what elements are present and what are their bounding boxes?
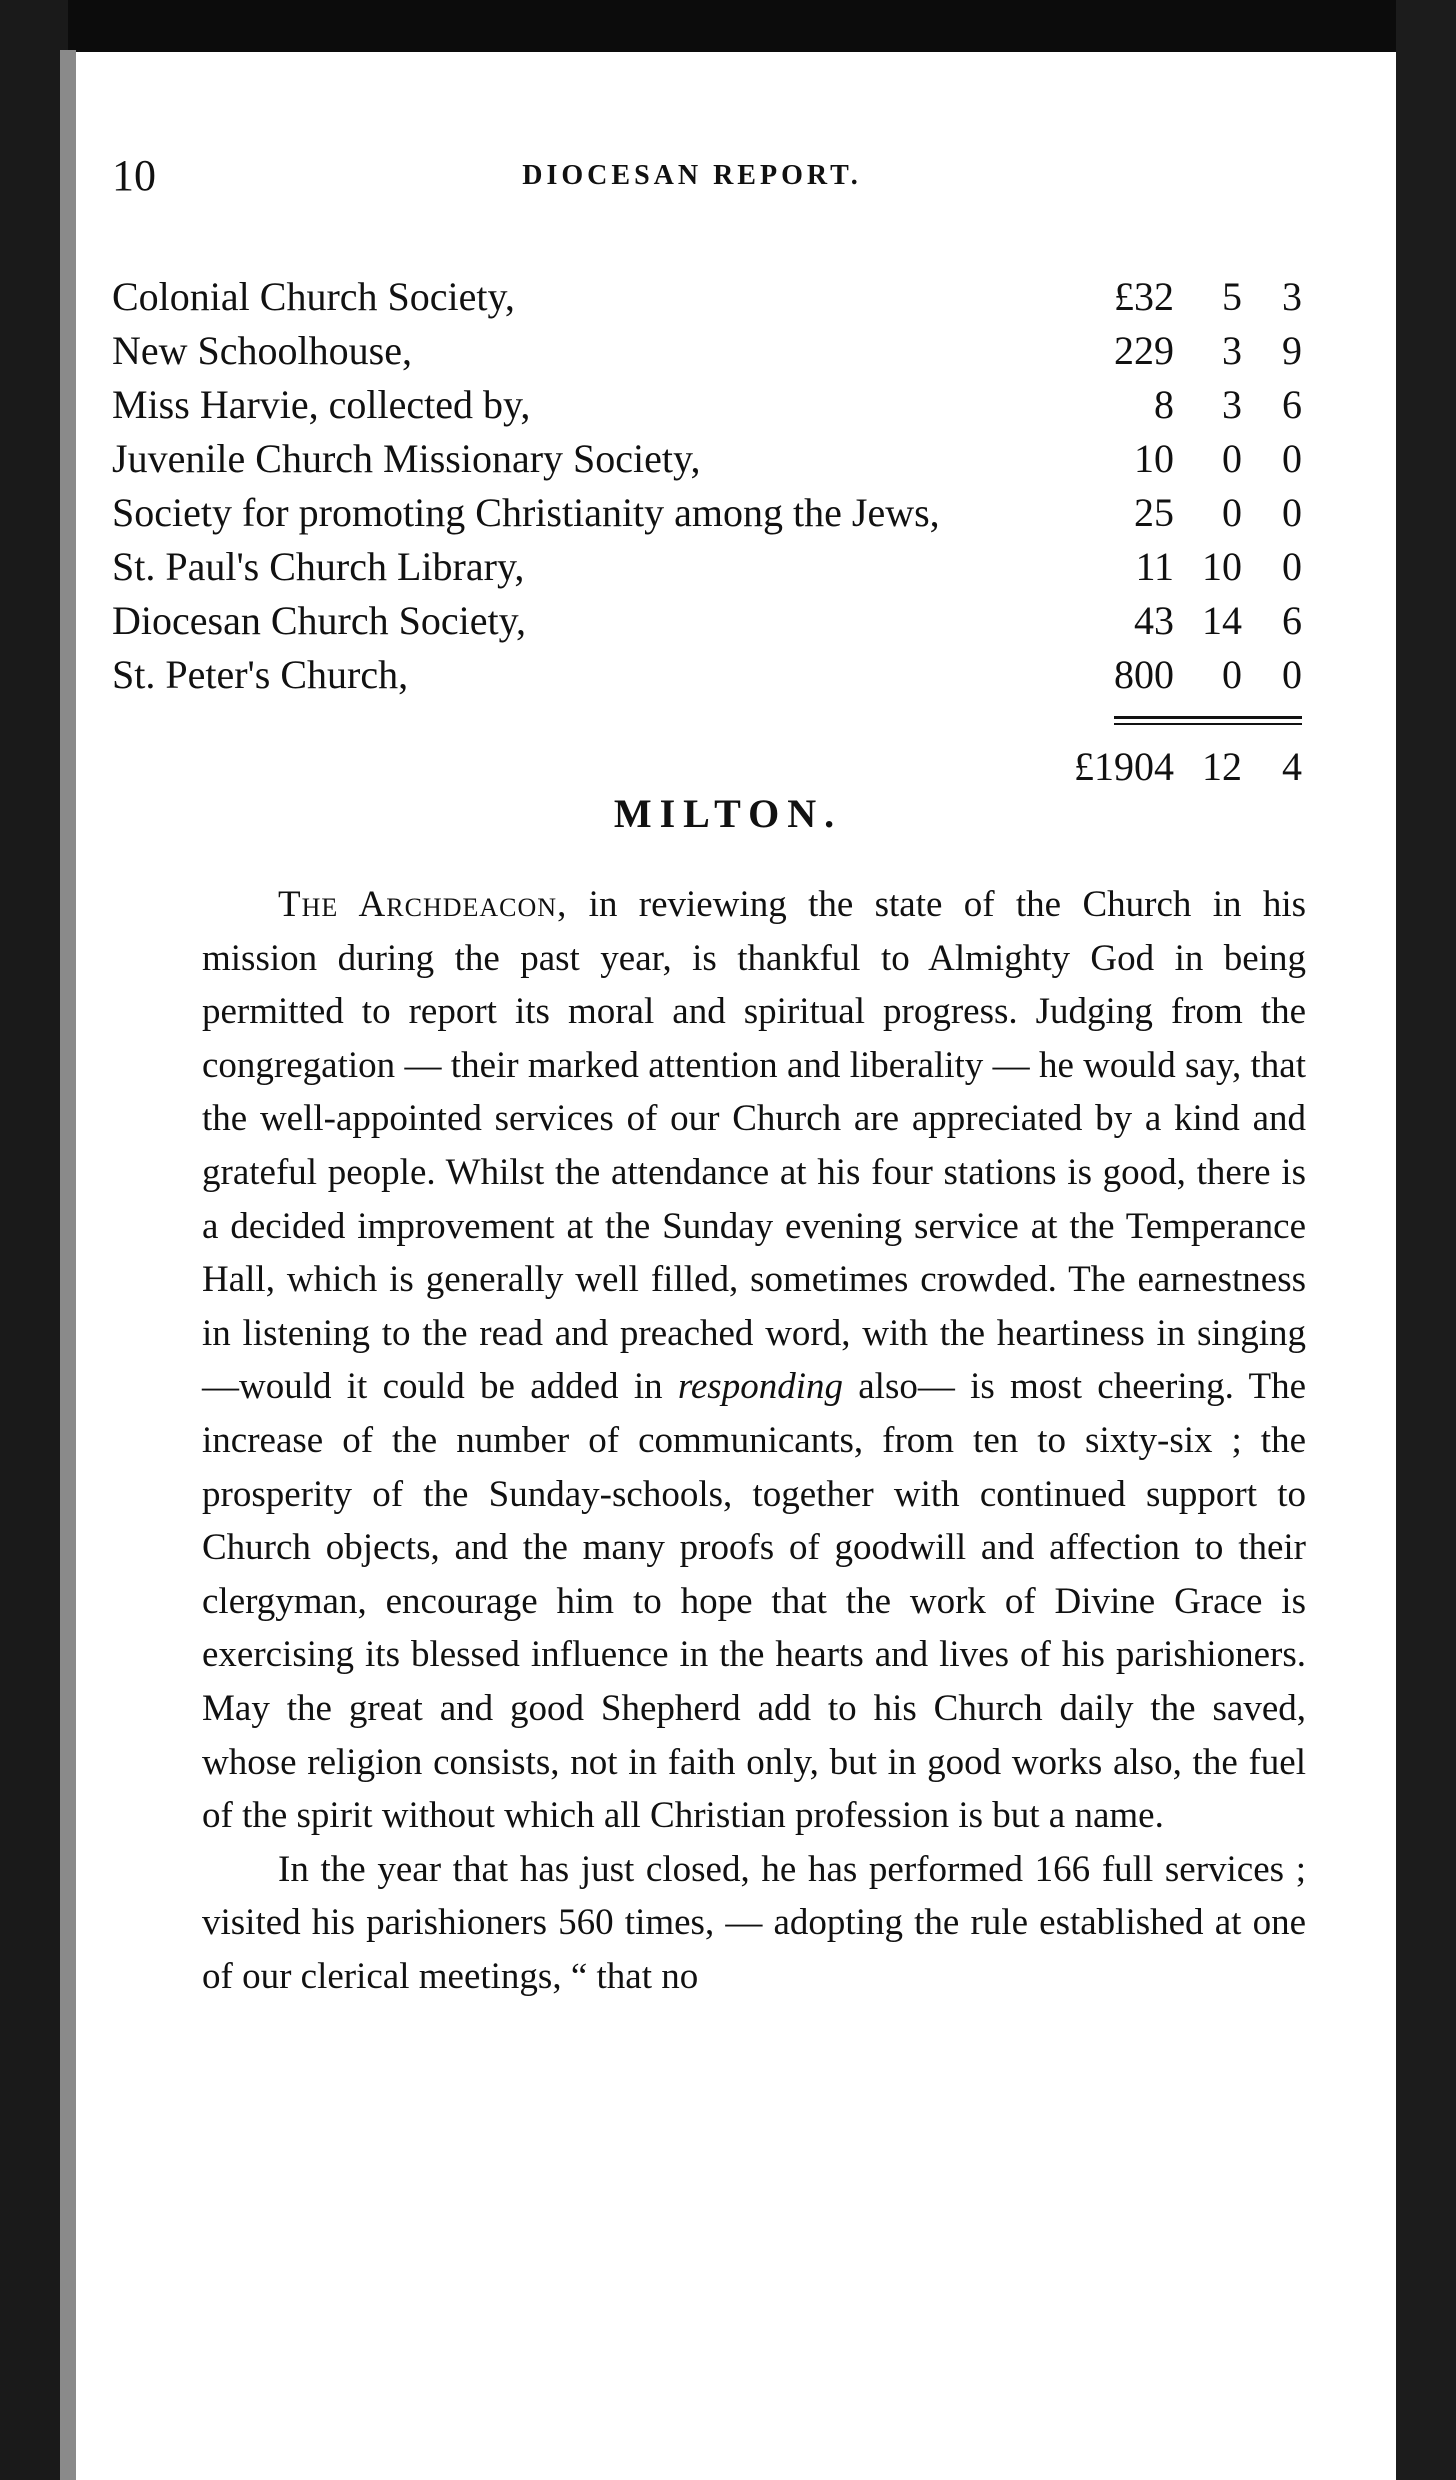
- section-title: MILTON.: [613, 791, 843, 836]
- ledger-item-shillings: 0: [1222, 490, 1242, 535]
- ledger-row: [112, 540, 1302, 594]
- ledger-item-name: St. Peter's Church,: [112, 652, 409, 697]
- ledger-item-pence: 6: [1282, 382, 1302, 427]
- ledger-item-name: Miss Harvie, collected by,: [112, 382, 531, 427]
- scan-border-right: [1396, 0, 1456, 2480]
- ledger-item-pence: 0: [1282, 436, 1302, 481]
- running-head: [112, 150, 1272, 220]
- total-rule-top: [1114, 716, 1302, 719]
- ledger-item-shillings: 10: [1202, 544, 1242, 589]
- total-pence: 4: [1282, 744, 1302, 789]
- ledger-item-pounds: 8: [1154, 382, 1174, 427]
- scan-border-left: [0, 0, 68, 2480]
- ledger-row: [112, 432, 1302, 486]
- ledger-item-shillings: 0: [1222, 436, 1242, 481]
- total-pounds: £1904: [1074, 744, 1174, 789]
- ledger-item-shillings: 5: [1222, 274, 1242, 319]
- ledger-row: [112, 378, 1302, 432]
- ledger-item-pounds: 25: [1134, 490, 1174, 535]
- ledger-item-name: St. Paul's Church Library,: [112, 544, 525, 589]
- ledger-row: [112, 270, 1302, 324]
- ledger-item-pounds: 10: [1134, 436, 1174, 481]
- page-edge: [60, 50, 76, 2480]
- ledger-item-shillings: 14: [1202, 598, 1242, 643]
- paragraph-1-lead: The Archdeacon,: [278, 884, 568, 925]
- scan-border-top: [0, 0, 1456, 52]
- ledger-item-name: New Schoolhouse,: [112, 328, 412, 373]
- body-text: [202, 878, 1306, 2003]
- total-shillings: 12: [1202, 744, 1242, 789]
- ledger-item-shillings: 3: [1222, 328, 1242, 373]
- page-number: 10: [112, 151, 156, 200]
- paragraph-1: [202, 878, 1306, 1843]
- ledger-item-name: Society for promoting Christianity among the Jews,: [112, 490, 940, 535]
- ledger-row: [112, 594, 1302, 648]
- ledger-total-row: [112, 740, 1302, 794]
- total-rule-bottom: [1114, 723, 1302, 725]
- running-header-title: DIOCESAN REPORT.: [522, 160, 862, 191]
- ledger-item-pence: 0: [1282, 490, 1302, 535]
- ledger-item-pounds: 229: [1114, 328, 1174, 373]
- ledger-item-name: Colonial Church Society,: [112, 274, 515, 319]
- ledger-item-shillings: 0: [1222, 652, 1242, 697]
- ledger-item-pounds: 43: [1134, 598, 1174, 643]
- paragraph-1-text-a: in reviewing the state of the Church in his mission during the past year, is thankful to Almighty God in being permitted to report its moral and spiritual progress. Judging from the congregation — their marked attention and liberality — he would say, that the well-appointed services of our Church are appreciated by a kind and grateful people. Whilst the attendance at his four stations is good, there is a decided improvement at the Sunday evening service at the Temperance Hall, which is generally well filled, sometimes crowded. The earnestness in listening to the read and preached word, with the heartiness in singing—would it could be added in: [202, 884, 1307, 1408]
- ledger-item-name: Juvenile Church Missionary Society,: [112, 436, 701, 481]
- ledger-item-pence: 0: [1282, 544, 1302, 589]
- ledger-item-shillings: 3: [1222, 382, 1242, 427]
- ledger-item-pounds: 800: [1114, 652, 1174, 697]
- ledger-row: [112, 648, 1302, 702]
- paragraph-1-text-b: also— is most cheering. The increase of the number of communicants, from ten to sixty-six ; the prosperity of the Sunday-schools, together with continued support to Church objects, and the many proofs of goodwill and affection to their clergyman, encourage him to hope that the work of Divine Grace is exercising its blessed influence in the hearts and lives of his parishioners. May the great and good Shepherd add to his Church daily the saved, whose religion consists, not in faith only, but in good works also, the fuel of the spirit without which all Christian profession is but a name.: [202, 1366, 1306, 1837]
- ledger-item-pounds: £32: [1114, 274, 1174, 319]
- ledger-row: [112, 324, 1302, 378]
- ledger-item-pence: 6: [1282, 598, 1302, 643]
- ledger-rows: [112, 270, 1302, 702]
- ledger-item-pounds: 11: [1135, 544, 1174, 589]
- ledger-item-pence: 9: [1282, 328, 1302, 373]
- subscription-ledger: [112, 270, 1302, 789]
- ledger-row: [112, 486, 1302, 540]
- ledger-item-pence: 0: [1282, 652, 1302, 697]
- ledger-item-name: Diocesan Church Society,: [112, 598, 526, 643]
- paragraph-2: In the year that has just closed, he has performed 166 full services ; visited his parishioners 560 times, — adopting the rule established at one of our clerical meetings, “ that no: [202, 1848, 1306, 1997]
- paragraph-1-emphasis: responding: [677, 1366, 843, 1408]
- ledger-item-pence: 3: [1282, 274, 1302, 319]
